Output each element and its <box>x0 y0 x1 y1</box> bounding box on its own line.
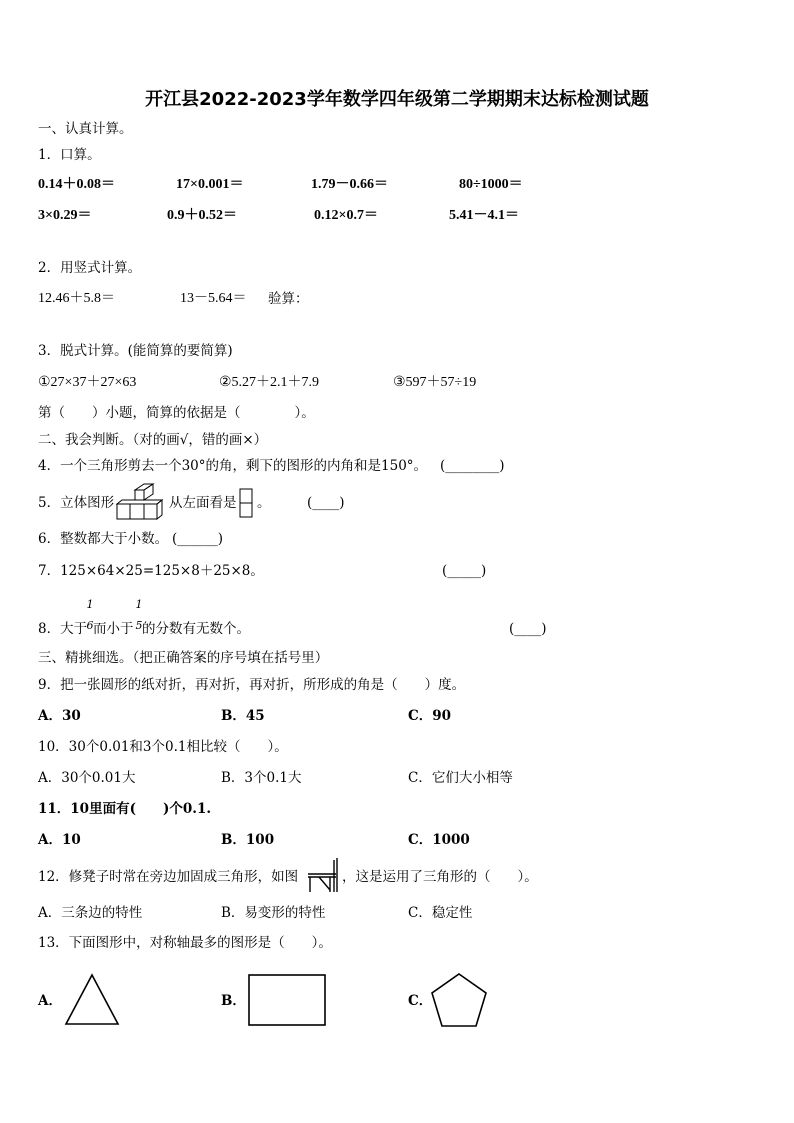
q5-text-mid: 从左面看是 <box>169 495 237 511</box>
q3-item-1: ①27×37＋27×63 <box>38 375 137 390</box>
q5-answer-blank[interactable]: (____) <box>307 495 345 511</box>
q11-option-a[interactable]: A．10 <box>38 832 81 848</box>
q1-r1-c1: 0.14＋0.08＝ <box>38 177 115 192</box>
q1-r1-c2: 17×0.001＝ <box>176 177 244 192</box>
cube-solid-figure <box>115 484 167 520</box>
q1-r2-c3: 0.12×0.7＝ <box>314 208 378 223</box>
q9-option-c[interactable]: C．90 <box>408 708 452 724</box>
q10-option-a[interactable]: A．30个0.01大 <box>38 770 136 786</box>
q13-text: 13．下面图形中，对称轴最多的图形是（ ）。 <box>38 935 332 951</box>
q2-item-2: 13－5.64＝ <box>180 291 247 306</box>
q8-text-post: 的分数有无数个。 <box>142 621 250 637</box>
q6-answer-blank[interactable]: (______) <box>172 531 224 547</box>
section-3-heading: 三、精挑细选。（把正确答案的序号填在括号里） <box>38 650 329 666</box>
q9-option-a[interactable]: A．30 <box>38 708 81 724</box>
left-view-figure <box>239 488 253 518</box>
q8-text-pre: 8．大于 <box>38 621 88 637</box>
page-title: 开江县2022-2023学年数学四年级第二学期期末达标检测试题 <box>145 89 649 110</box>
q8-answer-blank[interactable]: (____) <box>509 621 547 637</box>
triangle-shape <box>64 973 120 1027</box>
q6-text: 6．整数都大于小数。 <box>38 531 169 547</box>
q10-option-b[interactable]: B．3个0.1大 <box>221 770 302 786</box>
q13-option-c[interactable]: C． <box>408 993 433 1009</box>
rectangle-shape <box>248 973 328 1027</box>
q3-note: 第（ ）小题，简算的依据是（ ）。 <box>38 405 315 421</box>
q12-option-b[interactable]: B．易变形的特性 <box>221 905 326 921</box>
q1-label: 1．口算。 <box>38 147 101 163</box>
q11-option-b[interactable]: B．100 <box>221 832 275 848</box>
q13-option-a[interactable]: A． <box>38 993 62 1009</box>
q4-answer-blank[interactable]: (________) <box>440 458 505 474</box>
q1-r2-c4: 5.41－4.1＝ <box>449 208 519 223</box>
q3-label: 3．脱式计算。(能简算的要简算) <box>38 343 233 359</box>
q10-option-c[interactable]: C．它们大小相等 <box>408 770 513 786</box>
q8-text-mid: 而小于 <box>93 621 134 637</box>
q12-option-c[interactable]: C．稳定性 <box>408 905 473 921</box>
q12-text-pre: 12．修凳子时常在旁边加固成三角形，如图 <box>38 869 299 885</box>
q5-text-post: 。 <box>257 495 271 511</box>
q11-option-c[interactable]: C．1000 <box>408 832 470 848</box>
q12-option-a[interactable]: A．三条边的特性 <box>38 905 143 921</box>
section-1-heading: 一、认真计算。 <box>38 121 133 137</box>
q8-fraction-1-denominator: 6 <box>86 619 94 632</box>
q2-label: 2．用竖式计算。 <box>38 260 142 276</box>
q2-item-1: 12.46＋5.8＝ <box>38 291 115 306</box>
q7-answer-blank[interactable]: (_____) <box>442 563 487 579</box>
q4-text: 4．一个三角形剪去一个30°的角，剩下的图形的内角和是150°。 <box>38 458 428 474</box>
section-2-heading: 二、我会判断。（对的画√，错的画×） <box>38 432 268 448</box>
q9-text: 9．把一张圆形的纸对折，再对折，再对折，所形成的角是（ ）度。 <box>38 677 466 693</box>
q8-fraction-2-numerator: 1 <box>135 598 143 611</box>
q3-item-3: ③597＋57÷19 <box>393 375 477 390</box>
q8-fraction-1-numerator: 1 <box>86 598 94 611</box>
q7-text: 7．125×64×25=125×8＋25×8。 <box>38 563 264 579</box>
q1-r2-c2: 0.9＋0.52＝ <box>167 208 237 223</box>
stool-figure <box>306 858 340 894</box>
q13-option-b[interactable]: B． <box>221 993 246 1009</box>
pentagon-shape <box>430 972 488 1030</box>
q8-fraction-2-denominator: 5 <box>135 619 143 632</box>
q10-text: 10．30个0.01和3个0.1相比较（ ）。 <box>38 739 288 755</box>
q12-text-post: ，这是运用了三角形的（ ）。 <box>342 869 538 885</box>
q11-text: 11．10里面有( )个0.1. <box>38 801 212 817</box>
q1-r1-c3: 1.79－0.66＝ <box>311 177 388 192</box>
q5-text-pre: 5．立体图形 <box>38 495 115 511</box>
q3-item-2: ②5.27＋2.1＋7.9 <box>219 375 320 390</box>
q9-option-b[interactable]: B．45 <box>221 708 265 724</box>
q1-r1-c4: 80÷1000＝ <box>459 177 523 192</box>
q1-r2-c1: 3×0.29＝ <box>38 208 92 223</box>
q2-check-label: 验算： <box>268 291 309 307</box>
